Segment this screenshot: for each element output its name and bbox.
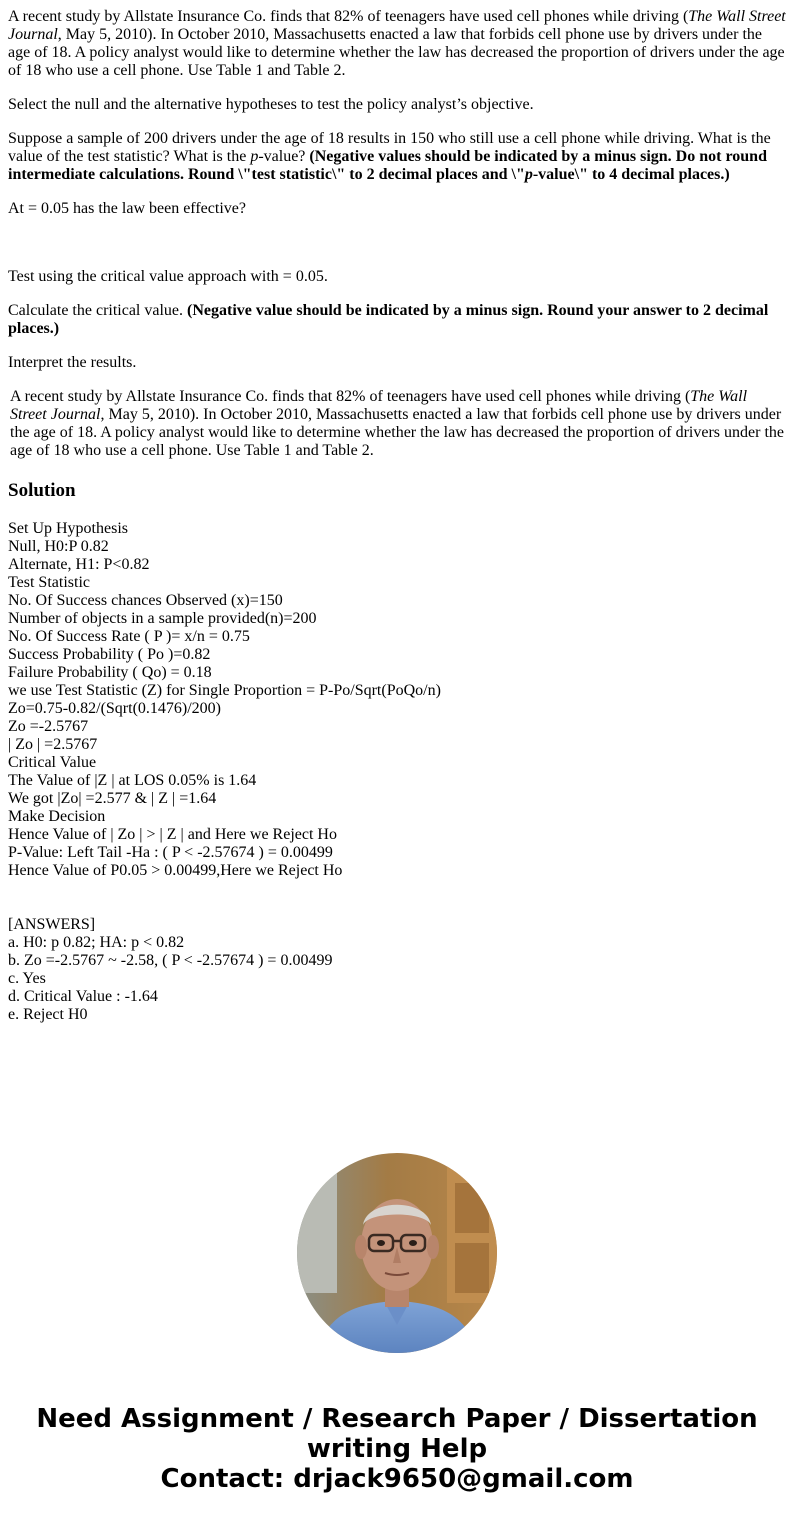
- solution-line: P-Value: Left Tail -Ha : ( P < -2.57674 ) = 0.00499: [8, 844, 333, 861]
- answers-heading: [ANSWERS]: [8, 916, 96, 933]
- answer-line: b. Zo =-2.5767 ~ -2.58, ( P < -2.57674 ) = 0.00499: [8, 952, 333, 969]
- promo-banner: [0, 1404, 794, 1494]
- critical-approach-prompt: Test using the critical value approach with = 0.05.: [8, 268, 328, 285]
- solution-steps: [8, 520, 786, 880]
- solution-line: Zo =-2.5767: [8, 718, 89, 735]
- test-statistic-prompt: Suppose a sample of 200 drivers under the age of 18 results in 150 who still use a cell phone while driving. What is the value of the test statistic? What is the p-value? (Negative values should be indicated by a minus sign. Do not round intermediate calculations. Round \"test statistic\" to 2 decimal places and \"p-value\" to 4 decimal places.): [8, 130, 771, 183]
- solution-line: No. Of Success chances Observed (x)=150: [8, 592, 283, 609]
- question-repeat: A recent study by Allstate Insurance Co. finds that 82% of teenagers have used cell phones while driving (The Wall Street Journal, May 5, 2010). In October 2010, Massachusetts enacted a law that forbids cell phone use by drivers under the age of 18. A policy analyst would like to determine whether the law has decreased the proportion of drivers under the age of 18 who use a cell phone. Use Table 1 and Table 2.: [10, 388, 784, 459]
- solution-line: Critical Value: [8, 754, 97, 771]
- answer-line: c. Yes: [8, 970, 46, 987]
- avatar: [297, 1153, 497, 1353]
- solution-line: Number of objects in a sample provided(n)=200: [8, 610, 317, 627]
- tutor-photo: [297, 1153, 497, 1353]
- spacer: [8, 234, 786, 268]
- promo-line: Need Assignment / Research Paper / Dissertation writing Help: [36, 1404, 758, 1464]
- answer-line: e. Reject H0: [8, 1006, 88, 1023]
- solution-heading: Solution: [8, 480, 76, 501]
- solution-line: Zo=0.75-0.82/(Sqrt(0.1476)/200): [8, 700, 221, 717]
- solution-line: we use Test Statistic (Z) for Single Proportion = P-Po/Sqrt(PoQo/n): [8, 682, 441, 699]
- question-intro: A recent study by Allstate Insurance Co. finds that 82% of teenagers have used cell phones while driving (The Wall Street Journal, May 5, 2010). In October 2010, Massachusetts enacted a law that forbids cell phone use by drivers under the age of 18. A policy analyst would like to determine whether the law has decreased the proportion of drivers under the age of 18 who use a cell phone. Use Table 1 and Table 2.: [8, 8, 786, 79]
- answer-line: d. Critical Value : -1.64: [8, 988, 158, 1005]
- solution-line: Hence Value of | Zo | > | Z | and Here we Reject Ho: [8, 826, 337, 843]
- solution-line: We got |Zo| =2.577 & | Z | =1.64: [8, 790, 217, 807]
- promo-contact: Contact: drjack9650@gmail.com: [160, 1464, 634, 1494]
- solution-line: No. Of Success Rate ( P )= x/n = 0.75: [8, 628, 250, 645]
- spacer: [8, 880, 786, 916]
- journal-title: The Wall Street Journal: [8, 8, 786, 43]
- solution-line: Null, H0:P 0.82: [8, 538, 109, 555]
- answers: [8, 916, 786, 1024]
- solution-line: Test Statistic: [8, 574, 90, 591]
- solution-line: Make Decision: [8, 808, 106, 825]
- solution-line: | Zo | =2.5767: [8, 736, 98, 753]
- solution-line: Success Probability ( Po )=0.82: [8, 646, 211, 663]
- answer-line: a. H0: p 0.82; HA: p < 0.82: [8, 934, 185, 951]
- rounding-instructions: (Negative values should be indicated by a minus sign. Do not round intermediate calculations. Round \"test statistic\" to 2 decimal places and \"p-value\" to 4 decimal places.): [8, 148, 767, 183]
- solution-line: Failure Probability ( Qo) = 0.18: [8, 664, 212, 681]
- select-hypotheses-prompt: Select the null and the alternative hypotheses to test the policy analyst’s objective.: [8, 96, 534, 113]
- law-effective-prompt: At = 0.05 has the law been effective?: [8, 200, 246, 217]
- interpret-prompt: Interpret the results.: [8, 354, 137, 371]
- solution-line: Hence Value of P0.05 > 0.00499,Here we Reject Ho: [8, 862, 343, 879]
- solution-line: The Value of |Z | at LOS 0.05% is 1.64: [8, 772, 257, 789]
- solution-line: Alternate, H1: P<0.82: [8, 556, 150, 573]
- solution-line: Set Up Hypothesis: [8, 520, 128, 537]
- critical-value-prompt: Calculate the critical value. (Negative value should be indicated by a minus sign. Round your answer to 2 decimal places.): [8, 302, 769, 337]
